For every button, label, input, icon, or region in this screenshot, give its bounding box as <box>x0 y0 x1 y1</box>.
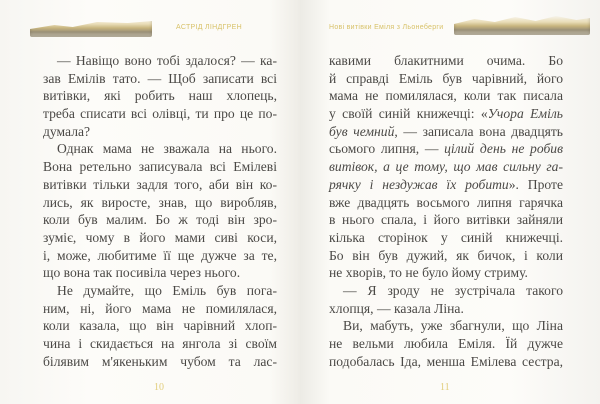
running-title-book: Нові витівки Еміля з Льонеберги <box>329 24 444 31</box>
text-line <box>43 87 277 105</box>
text-line <box>43 247 277 265</box>
body-text: мама не помилялася, коли так писала <box>329 88 563 104</box>
text-line <box>329 158 563 176</box>
running-title-author: АСТРІД ЛІНДГРЕН <box>176 24 242 31</box>
text-line <box>329 247 563 265</box>
body-text: коли був малим. Бо ж тоді він зро- <box>43 212 277 228</box>
body-text: зав Емілів тато. — Щоб записати всі <box>43 70 277 86</box>
text-line <box>43 176 277 194</box>
text-line <box>43 194 277 212</box>
text-line <box>43 353 277 371</box>
text-line <box>329 194 563 212</box>
body-text: хлопця, — казала Ліна. <box>329 300 464 316</box>
text-line <box>43 335 277 353</box>
text-line <box>43 70 277 88</box>
body-text: витівки тільки задля того, аби він ко- <box>43 176 277 192</box>
body-text: лись, як виросте, знав, що виробляв, <box>43 194 277 210</box>
body-text: чина і скидається на янгола зі своїм <box>43 336 277 351</box>
text-line <box>329 229 563 247</box>
body-text: в нього спала, і його витівки зайняли <box>329 212 563 228</box>
right-page <box>300 0 600 404</box>
header-illustration <box>30 17 152 37</box>
text-line <box>329 264 563 282</box>
body-text: Однак мама не зважала на нього. <box>57 141 277 157</box>
text-line <box>329 140 563 158</box>
text-line <box>43 123 277 141</box>
page-number-right: 11 <box>440 382 450 393</box>
header-illustration <box>454 15 590 35</box>
body-text: кілька сторінок у синій книжечці. <box>329 229 563 245</box>
body-text: білявим м'якеньким чубом та лас- <box>43 353 277 369</box>
body-text: кавими блакитними очима. Бо <box>329 53 563 68</box>
body-text: витівки, які робить наш хлопець, <box>43 88 277 104</box>
text-line <box>329 282 563 300</box>
text-line <box>43 211 277 229</box>
page-number-left: 10 <box>154 382 164 393</box>
italic-quote-text: Учора Еміль <box>487 106 563 122</box>
right-page-text <box>329 52 563 370</box>
text-line <box>43 264 277 282</box>
body-text: подобалась Іда, менша Емілева сестра, <box>329 353 563 369</box>
text-line <box>329 317 563 335</box>
italic-quote-text: рячку і нездужав їх робити <box>329 176 509 192</box>
body-text: Бо він був дужий, як бичок, і коли <box>329 247 563 263</box>
text-line <box>43 300 277 318</box>
body-text: ». Проте <box>508 176 563 192</box>
text-line <box>43 158 277 176</box>
text-line <box>329 176 563 194</box>
text-line <box>329 353 563 371</box>
body-text: і, може, любитиме її ще дужче за те, <box>43 247 277 263</box>
body-text: не хворів, то не було йому стриму. <box>329 265 528 281</box>
text-line <box>329 87 563 105</box>
text-line <box>329 211 563 229</box>
text-line <box>43 140 277 158</box>
text-line <box>329 105 563 123</box>
body-text: думала? <box>43 123 91 139</box>
body-text: — Я зроду не зустрічала такого <box>343 282 563 298</box>
body-text: коли казала, що він чарівний хлоп- <box>43 318 277 334</box>
text-line <box>43 52 277 70</box>
body-text: зуміє, чому в його мами сиві коси, <box>43 229 277 245</box>
body-text: Ви, мабуть, уже збагнули, що Ліна <box>343 318 563 334</box>
body-text: не вельми любила Еміля. Їй дужче <box>329 336 563 351</box>
text-line <box>43 105 277 123</box>
body-text: ним, ні, його мама не помилялася, <box>43 300 277 316</box>
italic-quote-text: був чемний <box>329 123 395 139</box>
body-text: вже двадцять восьмого липня гарячка <box>329 194 563 210</box>
italic-quote-text: цілий день не робив <box>444 141 563 157</box>
body-text: Вона ретельно записувала всі Емілеві <box>43 159 277 175</box>
text-line <box>329 123 563 141</box>
text-line <box>43 229 277 247</box>
text-line <box>329 335 563 353</box>
italic-quote-text: витівок, а це тому, що мав сильну га- <box>329 159 563 175</box>
text-line <box>43 317 277 335</box>
text-line <box>329 70 563 88</box>
body-text: треба списати всі олівці, ти про це по- <box>43 106 277 122</box>
body-text: що вона так посивіла через нього. <box>43 265 241 281</box>
text-line <box>43 282 277 300</box>
text-line <box>329 52 563 70</box>
body-text: , — записала вона двадцять <box>394 123 564 139</box>
body-text: — Навіщо воно тобі здалося? — ка- <box>57 53 277 68</box>
body-text: сьомого липня, — <box>329 141 445 157</box>
body-text: у своїй синій книжечці: « <box>329 106 488 122</box>
text-line <box>329 300 563 318</box>
body-text: й справді Еміль був чарівний, його <box>329 70 563 86</box>
left-page-text <box>43 52 277 370</box>
body-text: Не думайте, що Еміль був пога- <box>57 282 277 298</box>
